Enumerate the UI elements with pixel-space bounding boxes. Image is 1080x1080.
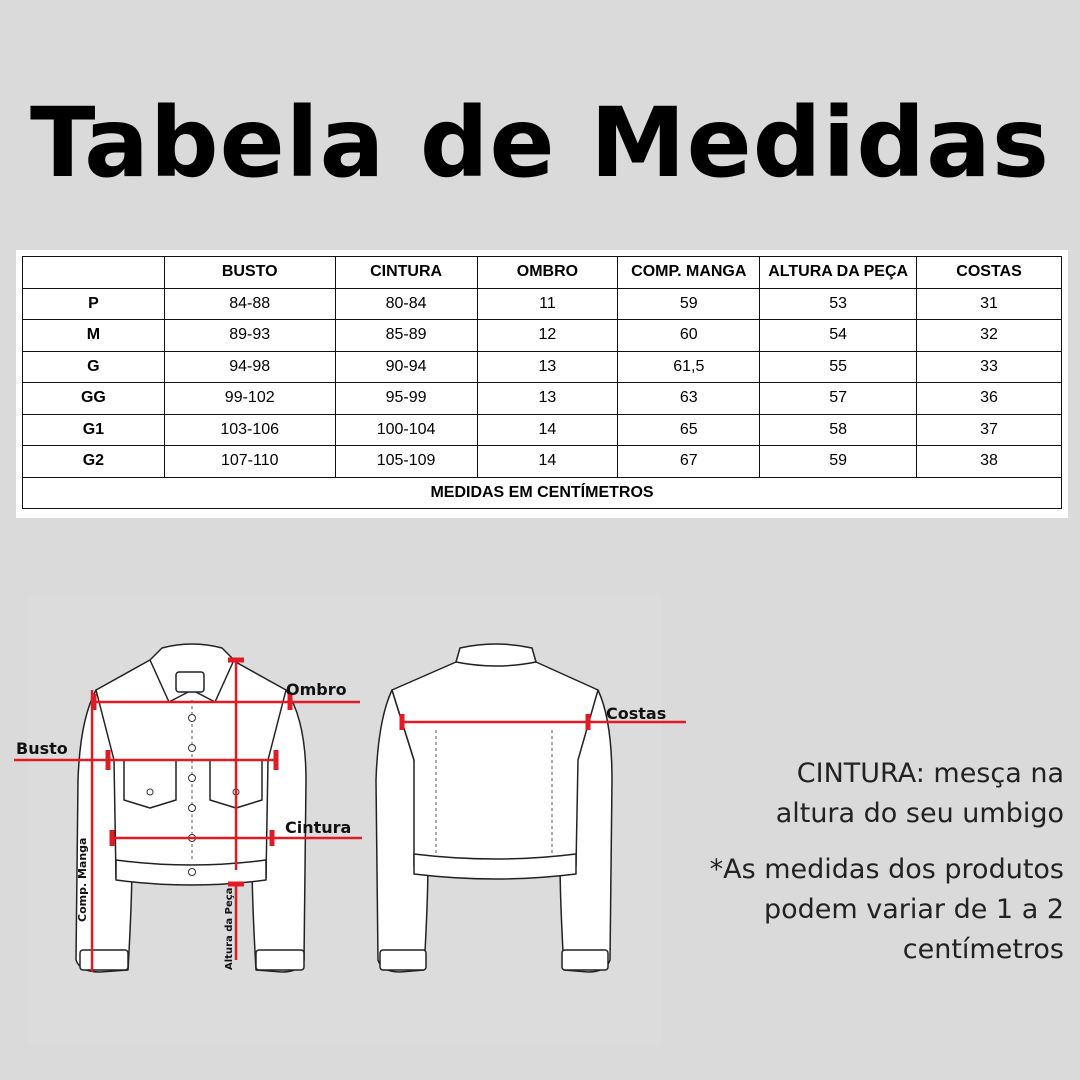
table-cell: 55 bbox=[760, 351, 917, 383]
table-cell: 60 bbox=[618, 320, 760, 352]
size-label: G bbox=[23, 351, 165, 383]
table-cell: 38 bbox=[917, 446, 1062, 478]
table-cell: 37 bbox=[917, 414, 1062, 446]
table-cell: 53 bbox=[760, 288, 917, 320]
table-cell: 100-104 bbox=[335, 414, 477, 446]
table-cell: 61,5 bbox=[618, 351, 760, 383]
table-cell: 103-106 bbox=[164, 414, 335, 446]
table-cell: 57 bbox=[760, 383, 917, 415]
size-label: G1 bbox=[23, 414, 165, 446]
cintura-note bbox=[704, 754, 1064, 834]
table-cell: 13 bbox=[477, 383, 618, 415]
table-cell: 11 bbox=[477, 288, 618, 320]
table-cell: 14 bbox=[477, 446, 618, 478]
header-cell: COSTAS bbox=[917, 257, 1062, 289]
page-title: Tabela de Medidas bbox=[30, 87, 1050, 199]
table-cell: 63 bbox=[618, 383, 760, 415]
header-cell: ALTURA DA PEÇA bbox=[760, 257, 917, 289]
table-cell: 13 bbox=[477, 351, 618, 383]
table-cell: 95-99 bbox=[335, 383, 477, 415]
table-cell: 90-94 bbox=[335, 351, 477, 383]
table-cell: 33 bbox=[917, 351, 1062, 383]
table-cell: 99-102 bbox=[164, 383, 335, 415]
table-cell: 105-109 bbox=[335, 446, 477, 478]
table-cell: 94-98 bbox=[164, 351, 335, 383]
size-label: G2 bbox=[23, 446, 165, 478]
label-comp-manga: Comp. Manga bbox=[76, 837, 89, 922]
header-cell: COMP. MANGA bbox=[618, 257, 760, 289]
size-label: P bbox=[23, 288, 165, 320]
table-cell: 59 bbox=[760, 446, 917, 478]
table-cell: 54 bbox=[760, 320, 917, 352]
table-cell: 12 bbox=[477, 320, 618, 352]
note-line: *As medidas dos produtos bbox=[709, 854, 1064, 885]
table-cell: 67 bbox=[618, 446, 760, 478]
header-cell: OMBRO bbox=[477, 257, 618, 289]
back-jacket-icon bbox=[376, 644, 612, 972]
note-line: CINTURA: mesça na bbox=[796, 758, 1064, 789]
note-line: altura do seu umbigo bbox=[775, 798, 1064, 829]
variation-note bbox=[664, 850, 1064, 970]
table-cell: 107-110 bbox=[164, 446, 335, 478]
table-cell: 84-88 bbox=[164, 288, 335, 320]
label-ombro: Ombro bbox=[286, 680, 347, 699]
table-footer: MEDIDAS EM CENTÍMETROS bbox=[23, 477, 1062, 509]
table-cell: 31 bbox=[917, 288, 1062, 320]
table-cell: 36 bbox=[917, 383, 1062, 415]
table-cell: 89-93 bbox=[164, 320, 335, 352]
table-cell: 14 bbox=[477, 414, 618, 446]
note-line: centímetros bbox=[902, 934, 1064, 965]
note-line: podem variar de 1 a 2 bbox=[763, 894, 1064, 925]
size-label: GG bbox=[23, 383, 165, 415]
size-label: M bbox=[23, 320, 165, 352]
header-cell: BUSTO bbox=[164, 257, 335, 289]
table-cell: 80-84 bbox=[335, 288, 477, 320]
table-cell: 85-89 bbox=[335, 320, 477, 352]
label-busto: Busto bbox=[16, 739, 68, 758]
label-cintura: Cintura bbox=[285, 818, 352, 837]
header-cell: CINTURA bbox=[335, 257, 477, 289]
label-costas: Costas bbox=[606, 704, 667, 723]
table-cell: 58 bbox=[760, 414, 917, 446]
table-cell: 32 bbox=[917, 320, 1062, 352]
label-altura-peca: Altura da Peça bbox=[224, 887, 235, 970]
table-cell: 59 bbox=[618, 288, 760, 320]
table-cell: 65 bbox=[618, 414, 760, 446]
